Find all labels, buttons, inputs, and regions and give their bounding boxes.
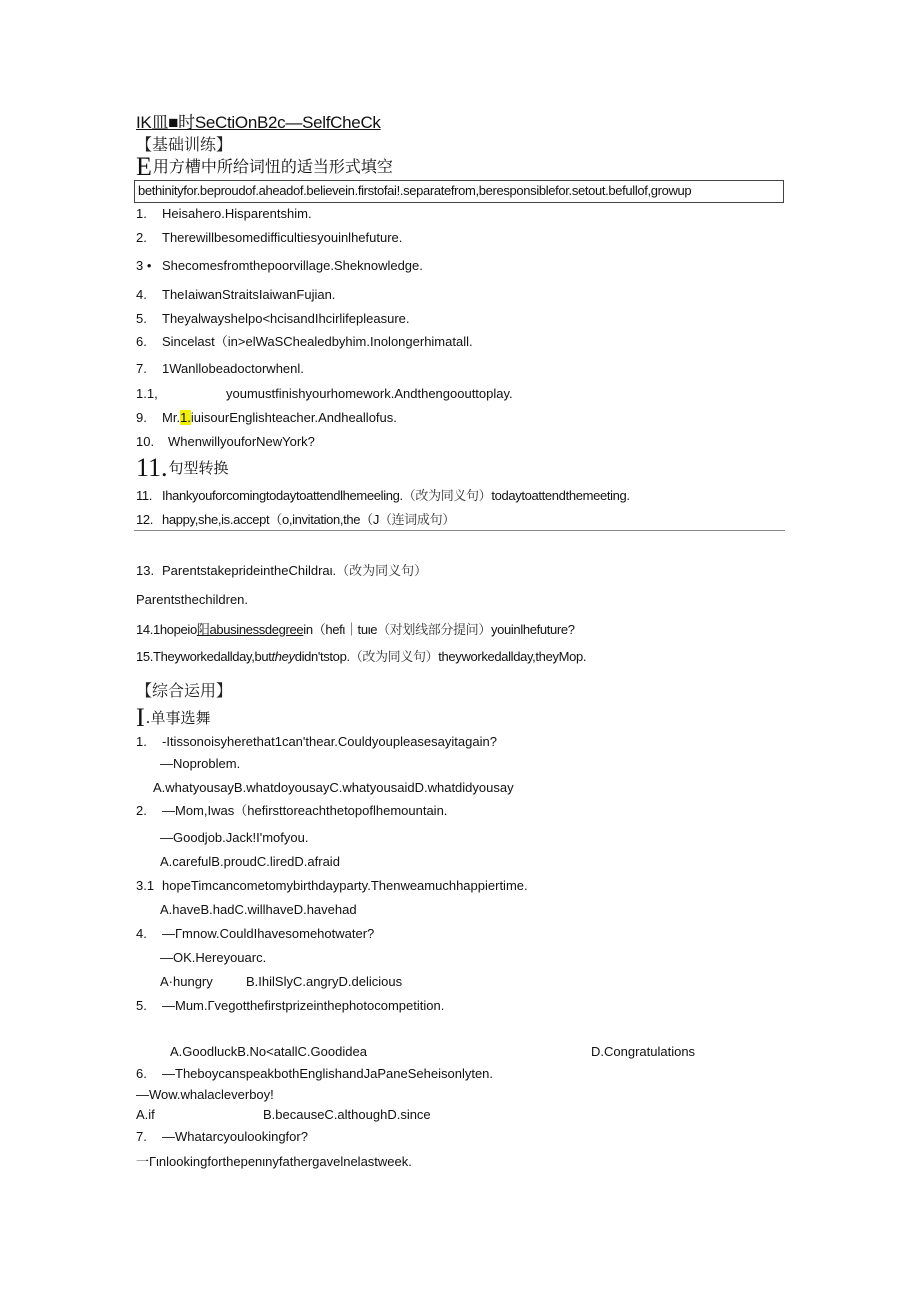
list-item [136, 622, 575, 639]
document-title: IK皿■时SeCtiOnB2c—SelfCheCk [136, 113, 381, 132]
part3-heading [136, 703, 211, 732]
part1-prefix: E [136, 152, 152, 181]
list-item [136, 649, 586, 666]
question-number: 6. [136, 1066, 147, 1081]
question-number: 4. [136, 926, 147, 941]
part1-title: 用方槽中所给词忸的适当形式填空 [152, 157, 393, 176]
instruction-text: （改为同义句） [349, 650, 439, 665]
options-rest: B.becauseC.althoughD.since [263, 1107, 431, 1122]
list-item [136, 434, 315, 450]
item-number: 1. [136, 206, 147, 221]
underlined-text: 阳abusinessdegree [196, 622, 304, 637]
instruction-text: （对划线部分提问） [377, 623, 491, 638]
list-item [136, 287, 335, 303]
item-number: 3 • [136, 258, 152, 273]
question-text: —Mom,Iwas（hefirsttoreachthetopoflhemountain. [162, 803, 448, 818]
list-item [136, 258, 423, 274]
part3-prefix: I [136, 703, 145, 732]
item-text: todaytoattendthemeeting. [491, 488, 630, 503]
part1-heading [136, 152, 393, 181]
part2-title: 句型转换 [168, 459, 229, 477]
question-1-reply: —Noproblem. [160, 756, 241, 771]
question-text: —Гmnow.CouldIhavesomehotwater? [162, 926, 375, 941]
word-bank-box: bethinityfor.beproudof.aheadof.believein.firstofai!.separatefrom,beresponsiblefor.setout.befullof,growup [134, 180, 784, 203]
item-text: in（hefι｜tuιe [303, 622, 378, 637]
question-7-reply: 一Гιnlookingforthepenιnyfathergavelnelastweek. [136, 1154, 412, 1169]
item-text: youinlhefuture? [490, 622, 575, 637]
part3-title: .单事选舞 [145, 709, 211, 727]
option-abc: A.GoodluckB.No<atallC.Goodidea [170, 1044, 367, 1059]
question-4-options [160, 974, 402, 990]
item-text: Ihankyouforcomingtodaytoattendlhemeeling. [162, 488, 403, 503]
question-number: 2. [136, 803, 147, 818]
question-number: 5. [136, 998, 147, 1013]
option-a: A.if [136, 1107, 155, 1122]
list-item [136, 488, 630, 505]
item-number: 1.1, [136, 386, 158, 401]
item-text: Shecomesfromthepoorvillage.Sheknowledge. [162, 258, 423, 273]
horizontal-rule [134, 530, 785, 531]
question-5 [136, 998, 444, 1014]
question-1-options: A.whatyousayB.whatdoyousayC.whatyousaidD.whatdidyousay [153, 780, 514, 795]
item-number: 10. [136, 434, 155, 449]
options-rest: B.IhilSlyC.angryD.delicious [246, 974, 403, 989]
question-3 [136, 878, 528, 894]
item-text: Sincelast（in>elWaSChealedbyhim.Inolongerhimatall. [162, 334, 473, 349]
option-d: D.Congratulations [591, 1044, 696, 1059]
item-number: 7. [136, 361, 147, 376]
question-text: —TheboycanspeakbothEnglishandJaPaneSeheisonlyten. [162, 1066, 494, 1081]
question-number: 3.1 [136, 878, 155, 893]
question-4 [136, 926, 374, 942]
question-7 [136, 1129, 308, 1145]
part2-heading [136, 453, 229, 482]
item-number: 5. [136, 311, 147, 326]
item-text: Mr. [162, 410, 181, 425]
question-2-reply: —Goodjob.Jack!I'mofyou. [160, 830, 309, 845]
question-6-reply: —Wow.whalacleverboy! [136, 1087, 274, 1102]
item-number: 9. [136, 410, 147, 425]
item-text: TheIaiwanStraitsIaiwanFujian. [162, 287, 336, 302]
highlighted-text: 1. [180, 410, 191, 425]
item-text: Theyworkedallday,but [153, 649, 272, 664]
part2-prefix: 11. [136, 453, 168, 482]
question-2-options: A.carefulB.proudC.liredD.afraid [160, 854, 340, 869]
option-a: A·hungry [160, 974, 213, 989]
instruction-text: （改为同义句） [336, 564, 428, 579]
item-text: 1Wanllobeadoctorwhenl. [162, 361, 304, 376]
item-text: WhenwillyouforNewYork? [168, 434, 315, 449]
list-item [136, 334, 473, 350]
instruction-text: （改为同义句） [402, 489, 492, 504]
item-text: happy,she,is.accept（o,invitation,the（J [162, 512, 379, 527]
instruction-text: （连词成句） [378, 513, 455, 528]
item-number: 13. [136, 563, 155, 578]
item-text: theyworkedallday,theyMop. [438, 649, 587, 664]
question-3-options: A.haveB.hadC.willhaveD.havehad [160, 902, 357, 917]
item-number: 2. [136, 230, 147, 245]
question-number: 7. [136, 1129, 147, 1144]
list-item [136, 592, 248, 608]
item-number: 12. [136, 512, 154, 527]
list-item [136, 512, 455, 529]
item-number: 6. [136, 334, 147, 349]
question-text: —Whatarcyoulookingfor? [162, 1129, 308, 1144]
question-6 [136, 1066, 493, 1082]
question-5-options [170, 1044, 695, 1060]
item-text: ParentstakeprideintheChildraι. [162, 563, 337, 578]
item-text: youmustfinishyourhomework.Andthengoouttoplay. [226, 386, 513, 401]
item-number: 4. [136, 287, 147, 302]
list-item [136, 386, 513, 402]
list-item [136, 563, 427, 580]
item-text: Theyalwayshelpo<hcisandIhcirlifepleasure. [162, 311, 410, 326]
item-text: Therewillbesomedifficultiesyouinlhefuture. [162, 230, 403, 245]
list-item [136, 206, 312, 222]
question-6-options [136, 1107, 431, 1123]
question-number: 1. [136, 734, 147, 749]
question-2 [136, 803, 447, 819]
italic-text: they [271, 649, 295, 664]
list-item [136, 311, 410, 327]
list-item [136, 361, 304, 377]
section-heading-basic: 【基础训练】 [136, 135, 233, 154]
question-4-reply: —OK.Hereyouarc. [160, 950, 267, 965]
item-text: Heisahero.Hisparentshim. [162, 206, 312, 221]
question-1 [136, 734, 497, 750]
list-item [136, 410, 397, 426]
question-text: —Mum.Гvegotthefirstprizeinthephotocompetition. [162, 998, 445, 1013]
section-heading-comprehensive: 【综合运用】 [136, 681, 233, 700]
item-number: 11. [136, 488, 153, 503]
question-text: hopeTimcancometomybirthdayparty.Thenweamuchhappiertime. [162, 878, 528, 893]
item-number: 15. [136, 649, 154, 664]
question-text: -Itissonoisyherethat1can'thear.Couldyoupleasesayitagain? [162, 734, 497, 749]
item-number: 14. [136, 622, 154, 637]
item-text: iuisourEnglishteacher.Andheallofus. [190, 410, 397, 425]
list-item [136, 230, 402, 246]
item-text: Parentsthechildren. [136, 592, 249, 607]
item-text: didn'tstop. [294, 649, 350, 664]
item-text: 1hopeio [153, 622, 197, 637]
